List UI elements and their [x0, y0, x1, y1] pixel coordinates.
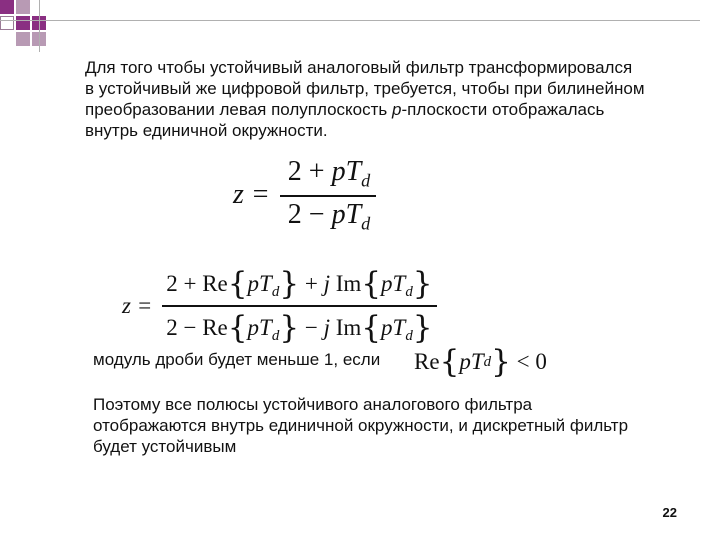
formula-fraction: [162, 266, 436, 346]
formula-denominator: $2 - pT_d$: [287, 198, 371, 234]
decor-square: [16, 16, 30, 30]
formula-lhs: z =: [233, 179, 270, 211]
re-im-formula: [122, 266, 437, 346]
decor-vertical-line: [39, 0, 40, 52]
bilinear-formula: [233, 154, 376, 236]
decor-square: [16, 0, 30, 14]
formula-numerator: $2 + pT_d$: [287, 156, 371, 191]
decor-square: [0, 0, 14, 14]
modulus-condition-text: модуль дроби будет меньше 1, если: [93, 350, 381, 369]
corner-decoration: [0, 0, 62, 52]
conclusion-paragraph: Поэтому все полюсы устойчивого аналогового фильтра отображаются внутрь единичной окружности, и дискретный фильтр будет устойчивым: [93, 395, 633, 456]
decor-square: [16, 32, 30, 46]
formula-lhs: z =: [122, 292, 153, 318]
intro-paragraph: Для того чтобы устойчивый аналоговый фильтр трансформировался в устойчивый же цифровой фильтр, требуется, чтобы при билинейном преобразовании левая полуплоскость p-плоскости отображалась внутрь единичной окружности.: [85, 58, 650, 140]
formula-fraction: [280, 154, 376, 236]
page-number: 22: [662, 505, 677, 520]
decor-square: [0, 16, 14, 30]
formula-denominator: $2 - Re\{pT_d\} - j$ $Im\{pT_d\}$: [166, 309, 433, 346]
decor-horizontal-line: [0, 20, 700, 21]
formula-numerator: $2 + Re\{pT_d\} + j$ $Im\{pT_d\}$: [166, 266, 433, 302]
stability-condition-formula: Re { p T d } < 0: [414, 344, 547, 380]
